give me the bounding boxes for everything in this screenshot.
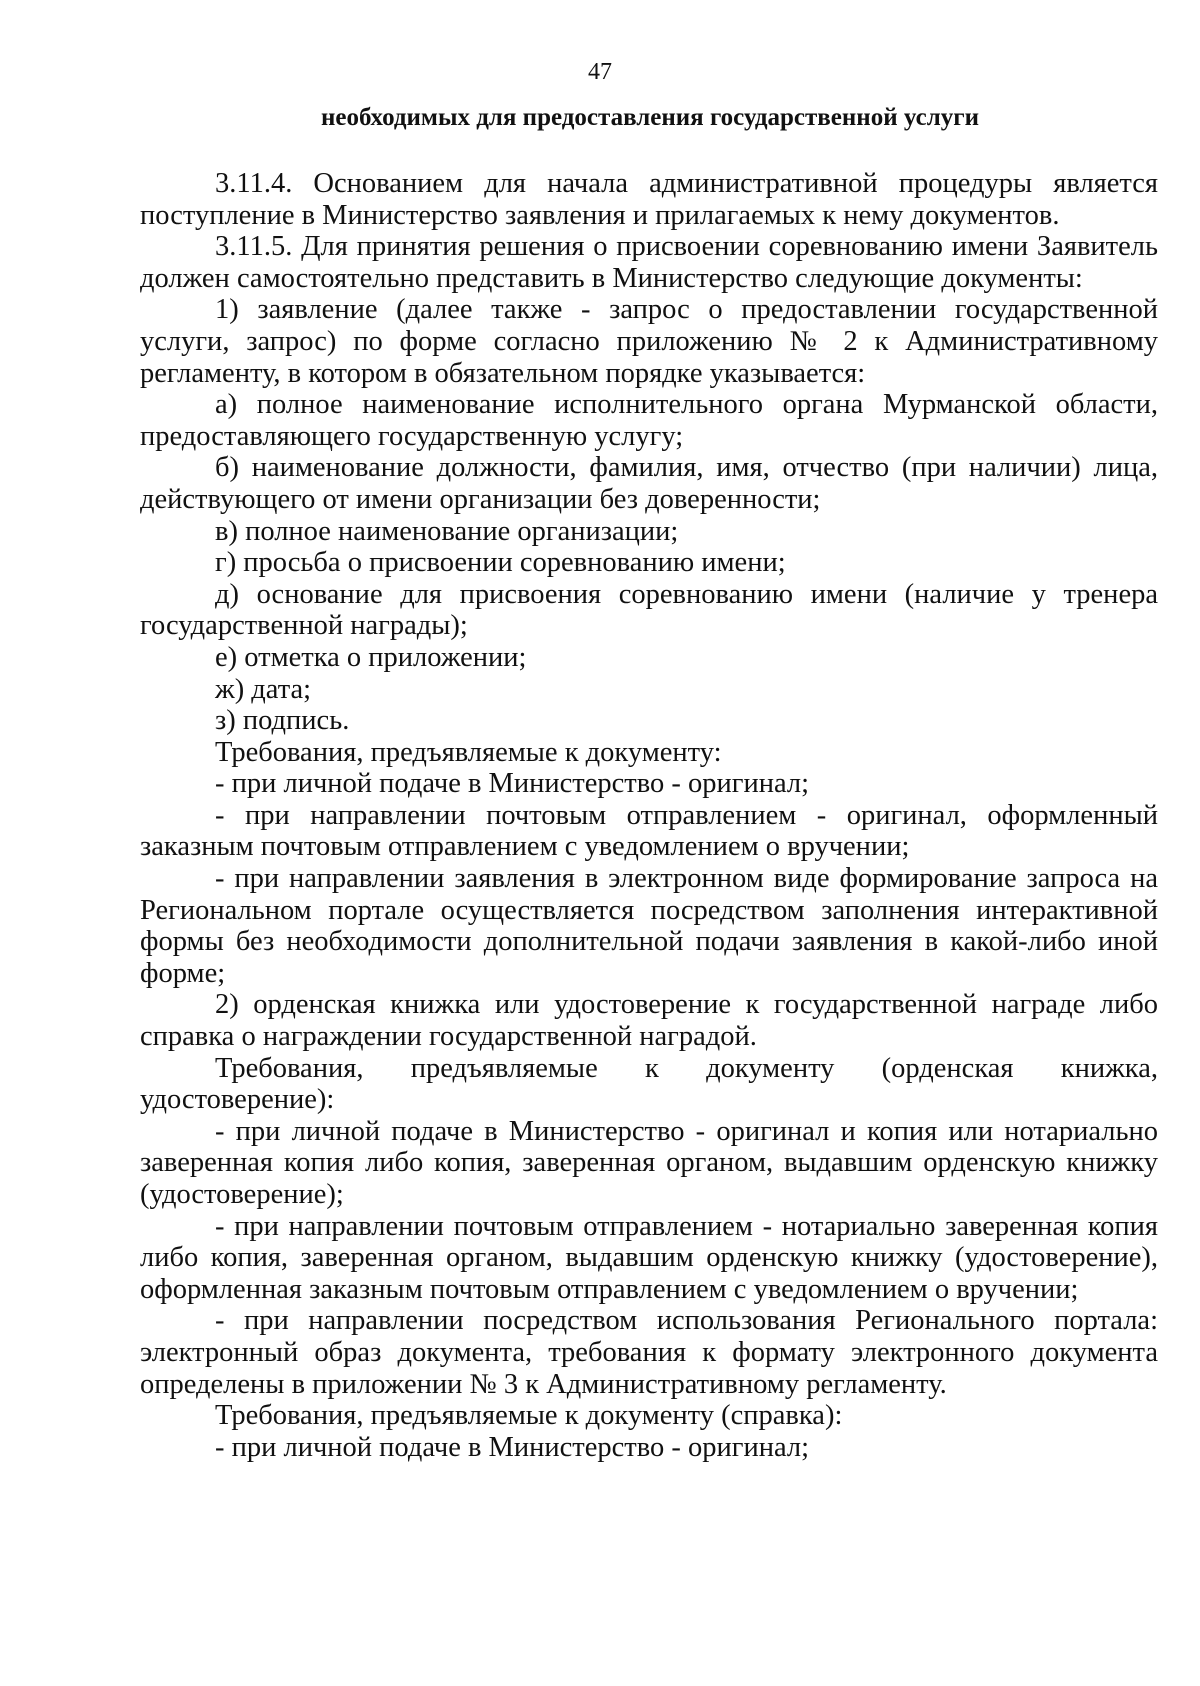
requirement-certificate-in-person: - при личной подаче в Министерство - оригинал; bbox=[215, 1431, 810, 1463]
list-item-g: г) просьба о присвоении соревнованию имени; bbox=[215, 547, 786, 579]
list-item-e: е) отметка о приложении; bbox=[215, 641, 527, 673]
requirement-award-in-person: - при личной подаче в Министерство - оригинал и копия или нотариально заверенная копия либо копия, заверенная органом, выдавшим орденскую книжку (удостоверение); bbox=[140, 1115, 1158, 1210]
list-item-d: д) основание для присвоения соревнованию имени (наличие у тренера государственной награды); bbox=[140, 578, 1158, 642]
requirements-heading-application: Требования, предъявляемые к документу: bbox=[215, 736, 722, 768]
section-heading: необходимых для предоставления государственной услуги bbox=[321, 104, 979, 131]
list-item-b: б) наименование должности, фамилия, имя, отчество (при наличии) лица, действующего от имени организации без доверенности; bbox=[140, 452, 1158, 515]
list-item-a: а) полное наименование исполнительного органа Мурманской области, предоставляющего государственную услугу; bbox=[140, 389, 1158, 452]
paragraph-3-11-4: 3.11.4. Основанием для начала административной процедуры является поступление в Министерство заявления и прилагаемых к нему документов. bbox=[140, 168, 1158, 231]
list-item-1-application: 1) заявление (далее также - запрос о предоставлении государственной услуги, запрос) по форме согласно приложению № 2 к Административному регламенту, в котором в обязательном порядке указывается: bbox=[140, 294, 1158, 389]
requirements-heading-award-book: Требования, предъявляемые к документу (орденская книжка, удостоверение): bbox=[140, 1052, 1158, 1116]
requirement-award-by-mail: - при направлении почтовым отправлением - нотариально заверенная копия либо копия, заверенная органом, выдавшим орденскую книжку (удостоверение), оформленная заказным почтовым отправлением с уведомлением о вручении; bbox=[140, 1210, 1158, 1305]
requirements-heading-certificate: Требования, предъявляемые к документу (справка): bbox=[215, 1400, 843, 1432]
requirement-award-portal: - при направлении посредством использования Регионального портала: электронный образ документа, требования к формату электронного документа определены в приложении № 3 к Административному регламенту. bbox=[140, 1305, 1158, 1400]
requirement-in-person: - при личной подаче в Министерство - оригинал; bbox=[215, 768, 810, 800]
requirement-electronic: - при направлении заявления в электронном виде формирование запроса на Региональном портале осуществляется посредством заполнения интерактивной формы без необходимости дополнительной подачи заявления в какой-либо иной форме; bbox=[140, 863, 1158, 989]
list-item-zh: ж) дата; bbox=[215, 673, 312, 705]
requirement-by-mail: - при направлении почтовым отправлением - оригинал, оформленный заказным почтовым отправлением с уведомлением о вручении; bbox=[140, 799, 1158, 863]
paragraph-3-11-5: 3.11.5. Для принятия решения о присвоении соревнованию имени Заявитель должен самостоятельно представить в Министерство следующие документы: bbox=[140, 231, 1158, 294]
document-body bbox=[140, 168, 1158, 1463]
list-item-2-award-document: 2) орденская книжка или удостоверение к государственной награде либо справка о награждении государственной наградой. bbox=[140, 989, 1158, 1053]
list-item-v: в) полное наименование организации; bbox=[215, 515, 679, 547]
page-number: 47 bbox=[588, 59, 612, 85]
list-item-z: з) подпись. bbox=[215, 705, 350, 737]
